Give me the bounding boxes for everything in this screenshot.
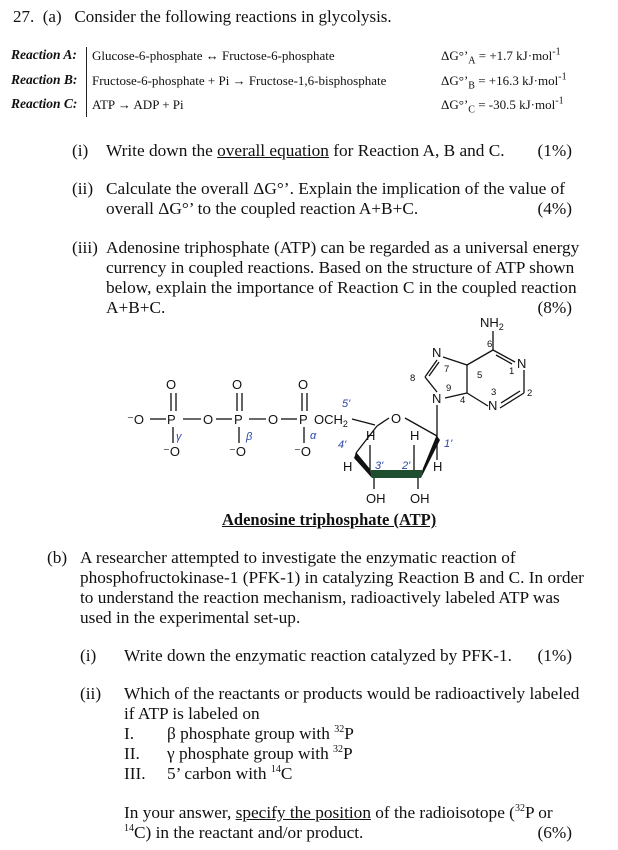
ring-num-9: 9 (446, 383, 452, 394)
part-b-i-marks: (1%) (537, 646, 572, 665)
ring-num-5: 5 (477, 370, 483, 381)
ring-num-6: 6 (487, 339, 493, 350)
alpha-phosphorus: P (299, 412, 308, 427)
part-a-i-marks: (1%) (537, 141, 572, 160)
part-a-ii-line2: overall ΔG°’ to the coupled reaction A+B+C. (106, 199, 419, 218)
ring-num-8: 8 (410, 373, 416, 384)
beta-handwritten-label: β (246, 431, 253, 443)
part-b-line2: phosphofructokinase-1 (PFK-1) in catalyzing Reaction B and C. In order (80, 568, 584, 587)
reaction-c-dg: $\Delta G^\circ’_C = -30.5$ kJ·mol$^{-1}$ (441, 95, 564, 116)
adenine-n1: N (517, 356, 527, 371)
question-number: 27. (13, 7, 35, 26)
part-b-line4: used in the experimental set-up. (80, 608, 301, 627)
alpha-negative-oxygen: ⁻O (294, 444, 311, 459)
part-a-ii-number: (ii) (72, 179, 94, 198)
carbon-3-label: 3' (375, 460, 384, 472)
bridging-oxygen-2: O (268, 412, 279, 427)
list-item-num-2: II. (124, 744, 140, 763)
part-b-line3: to understand the reaction mechanism, radioactively labeled ATP was (80, 588, 560, 607)
list-item-num-3: III. (124, 764, 146, 783)
beta-negative-oxygen: ⁻O (229, 444, 246, 459)
ring-num-7: 7 (444, 364, 450, 375)
ring-num-4: 4 (460, 395, 466, 406)
reaction-c-label: Reaction C: (11, 96, 78, 111)
reaction-b-equation: Fructose-6-phosphate + Pi → Fructose-1,6-bisphosphate (92, 73, 387, 88)
reaction-a-dg: $\Delta G^\circ’_A = +1.7$ kJ·mol$^{-1}$ (441, 46, 561, 67)
list-item-num-1: I. (124, 724, 135, 743)
list-item-text-2: γ phosphate group with $^{32}$P (167, 744, 353, 763)
part-a-iii-line3: below, explain the importance of Reaction C in the coupled reaction (106, 278, 577, 297)
list-item-text-3: 5’ carbon with $^{14}$C (167, 764, 293, 783)
carbon-4-label: 4' (338, 439, 347, 451)
terminal-oxygen: ⁻O (127, 412, 144, 427)
part-b-ii-answer-line1: In your answer, specify the position of the radioisotope ($^{32}$P or (124, 803, 553, 822)
amino-group: $NH_2$ (480, 315, 504, 332)
gamma-handwritten-label: γ (176, 431, 182, 443)
part-a-i-number: (i) (72, 141, 89, 160)
ribose-h-3: H (366, 428, 376, 443)
part-a-iii-marks: (8%) (537, 298, 572, 317)
carbon-1-label: 1' (444, 438, 453, 450)
atp-caption: Adenosine triphosphate (ATP) (222, 510, 437, 529)
ring-num-2: 2 (527, 388, 533, 399)
hydroxyl-3: OH (366, 491, 386, 506)
part-b-ii-answer-line2: $^{14}$C) in the reactant and/or product. (124, 823, 364, 842)
ribose-h-2: H (410, 428, 420, 443)
part-a-i-text: Write down the overall equation for Reaction A, B and C. (106, 141, 505, 160)
part-a-label: (a) (42, 7, 62, 26)
reaction-b-dg: $\Delta G^\circ’_B = +16.3$ kJ·mol$^{-1}$ (441, 71, 567, 92)
reaction-a-equation: Glucose-6-phosphate ↔ Fructose-6-phosphate (92, 48, 335, 63)
gamma-phosphorus: P (167, 412, 176, 427)
ring-num-3: 3 (491, 387, 497, 398)
beta-phosphorus: P (234, 412, 243, 427)
part-b-line1: A researcher attempted to investigate the enzymatic reaction of (80, 548, 516, 567)
part-a-ii-line1: Calculate the overall ΔG°’. Explain the implication of the value of (106, 179, 566, 198)
bridging-oxygen-1: O (203, 412, 214, 427)
part-b-ii-line1: Which of the reactants or products would be radioactively labeled (124, 684, 580, 703)
alpha-oxo: O (298, 377, 309, 392)
part-a-iii-number: (iii) (72, 238, 98, 257)
reaction-b-label: Reaction B: (11, 72, 78, 87)
ribose-h-1: H (433, 459, 443, 474)
part-b-label: (b) (47, 548, 68, 567)
part-a-intro: Consider the following reactions in glycolysis. (74, 7, 392, 26)
part-a-iii-line1: Adenosine triphosphate (ATP) can be regarded as a universal energy (106, 238, 580, 257)
part-a-iii-line4: A+B+C. (106, 298, 166, 317)
ribose-ring-oxygen: O (391, 411, 402, 426)
hydroxyl-2: OH (410, 491, 430, 506)
reaction-c-equation: ATP → ADP + Pi (92, 97, 184, 112)
carbon-5-label: 5' (342, 398, 351, 410)
och2-group: $OCH_2$ (314, 412, 348, 429)
adenine-n7: N (432, 345, 442, 360)
gamma-oxo: O (166, 377, 177, 392)
carbon-2-label: 2' (402, 460, 411, 472)
adenine-n9: N (432, 391, 442, 406)
part-b-i-number: (i) (80, 646, 97, 665)
alpha-handwritten-label: α (310, 430, 317, 442)
part-b-ii-marks: (6%) (537, 823, 572, 842)
list-item-text-1: β phosphate group with $^{32}$P (167, 724, 354, 743)
part-b-i-text: Write down the enzymatic reaction catalyzed by PFK-1. (124, 646, 512, 665)
beta-oxo: O (232, 377, 243, 392)
part-b-ii-number: (ii) (80, 684, 102, 703)
adenine-n3: N (488, 398, 498, 413)
part-a-ii-marks: (4%) (537, 199, 572, 218)
part-a-iii-line2: currency in coupled reactions. Based on the structure of ATP shown (106, 258, 575, 277)
ribose-h-4: H (343, 459, 353, 474)
ring-num-1: 1 (509, 366, 515, 377)
gamma-negative-oxygen: ⁻O (163, 444, 180, 459)
part-b-ii-line2: if ATP is labeled on (124, 704, 260, 723)
reaction-a-label: Reaction A: (11, 47, 77, 62)
